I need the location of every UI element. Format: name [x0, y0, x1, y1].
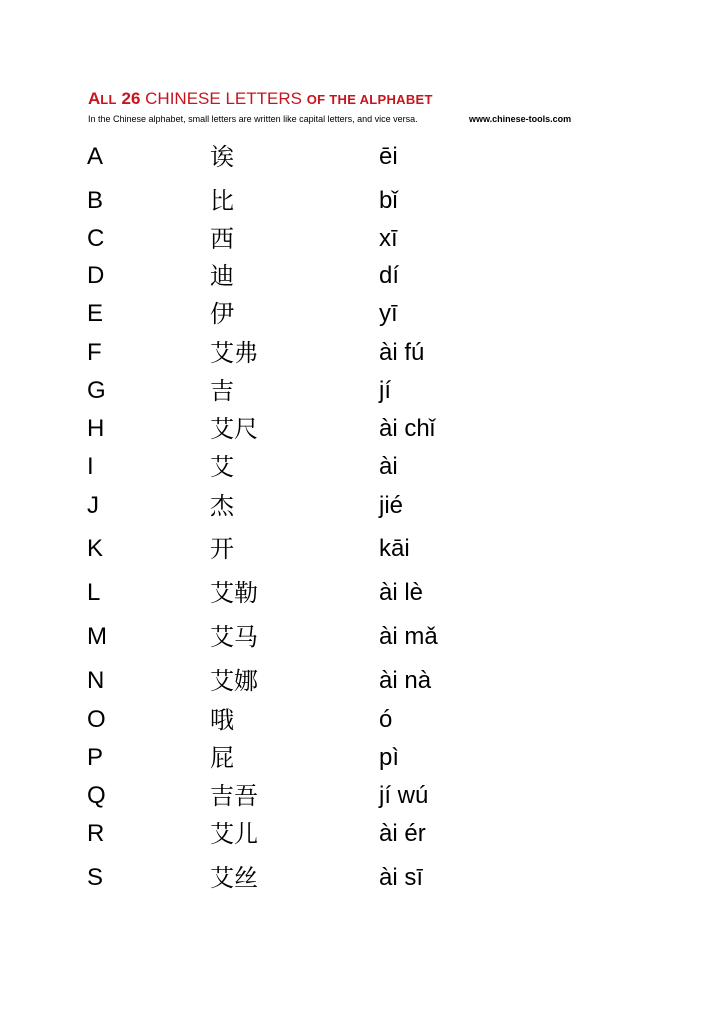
subtitle: In the Chinese alphabet, small letters are written like capital letters, and vice versa.: [88, 114, 418, 124]
latin-letter: L: [87, 579, 101, 606]
alphabet-row: [0, 259, 719, 293]
pinyin: pì: [379, 744, 400, 771]
chinese-characters: 屁: [210, 744, 234, 772]
latin-letter: K: [87, 535, 104, 562]
chinese-characters: 西: [210, 225, 234, 253]
alphabet-row: [0, 741, 719, 775]
alphabet-row: [0, 297, 719, 331]
chinese-characters: 杰: [210, 492, 234, 520]
pinyin: ài sī: [379, 864, 424, 891]
latin-letter: D: [87, 262, 105, 289]
chinese-characters: 吉: [210, 377, 234, 405]
alphabet-row: [0, 576, 719, 610]
pinyin: ēi: [379, 143, 398, 170]
latin-letter: J: [87, 492, 99, 519]
chinese-characters: 开: [210, 535, 234, 563]
page-title: [88, 89, 433, 110]
alphabet-row: [0, 703, 719, 737]
pinyin: jié: [379, 492, 404, 519]
chinese-characters: 艾勒: [210, 579, 258, 607]
chinese-characters: 哦: [210, 706, 234, 734]
latin-letter: A: [87, 143, 104, 170]
latin-letter: N: [87, 667, 105, 694]
pinyin: ó: [379, 706, 393, 733]
latin-letter: M: [87, 623, 107, 650]
latin-letter: E: [87, 300, 104, 327]
latin-letter: O: [87, 706, 106, 733]
alphabet-row: [0, 664, 719, 698]
alphabet-row: [0, 412, 719, 446]
alphabet-row: [0, 489, 719, 523]
alphabet-row: [0, 140, 719, 174]
alphabet-row: [0, 620, 719, 654]
latin-letter: P: [87, 744, 104, 771]
chinese-characters: 艾丝: [210, 864, 258, 892]
chinese-characters: 艾儿: [210, 820, 258, 848]
latin-letter: B: [87, 187, 104, 214]
alphabet-row: [0, 374, 719, 408]
latin-letter: H: [87, 415, 105, 442]
pinyin: bǐ: [379, 187, 398, 214]
title-initial: A: [88, 89, 101, 108]
pinyin: jí wú: [379, 782, 429, 809]
pinyin: ài nà: [379, 667, 432, 694]
alphabet-row: [0, 222, 719, 256]
alphabet-row: [0, 184, 719, 218]
pinyin: ài mǎ: [379, 623, 438, 650]
latin-letter: I: [87, 453, 94, 480]
alphabet-row: [0, 817, 719, 851]
pinyin: ài ér: [379, 820, 426, 847]
title-ll: LL: [100, 92, 117, 107]
chinese-characters: 艾娜: [210, 667, 258, 695]
title-number: 26: [121, 89, 141, 108]
latin-letter: S: [87, 864, 104, 891]
pinyin: jí: [379, 377, 391, 404]
title-tail: OF THE ALPHABET: [306, 92, 433, 107]
pinyin: ài: [379, 453, 398, 480]
pinyin: ài lè: [379, 579, 424, 606]
latin-letter: C: [87, 225, 105, 252]
chinese-characters: 伊: [210, 300, 234, 328]
latin-letter: G: [87, 377, 106, 404]
chinese-characters: 艾弗: [210, 339, 258, 367]
chinese-characters: 吉吾: [210, 782, 258, 810]
alphabet-row: [0, 779, 719, 813]
chinese-characters: 艾马: [210, 623, 258, 651]
pinyin: dí: [379, 262, 400, 289]
chinese-characters: 诶: [210, 143, 234, 171]
website-url: www.chinese-tools.com: [469, 114, 572, 124]
chinese-characters: 迪: [210, 262, 234, 290]
pinyin: ài fú: [379, 339, 425, 366]
alphabet-row: [0, 450, 719, 484]
alphabet-row: [0, 336, 719, 370]
alphabet-row: [0, 861, 719, 895]
latin-letter: R: [87, 820, 105, 847]
pinyin: xī: [379, 225, 398, 252]
title-main: CHINESE LETTERS: [145, 89, 302, 108]
alphabet-row: [0, 532, 719, 566]
latin-letter: Q: [87, 782, 106, 809]
pinyin: ài chǐ: [379, 415, 436, 442]
chinese-characters: 比: [210, 187, 234, 215]
pinyin: yī: [379, 300, 398, 327]
chinese-characters: 艾: [210, 453, 234, 481]
pinyin: kāi: [379, 535, 410, 562]
chinese-characters: 艾尺: [210, 415, 258, 443]
latin-letter: F: [87, 339, 102, 366]
